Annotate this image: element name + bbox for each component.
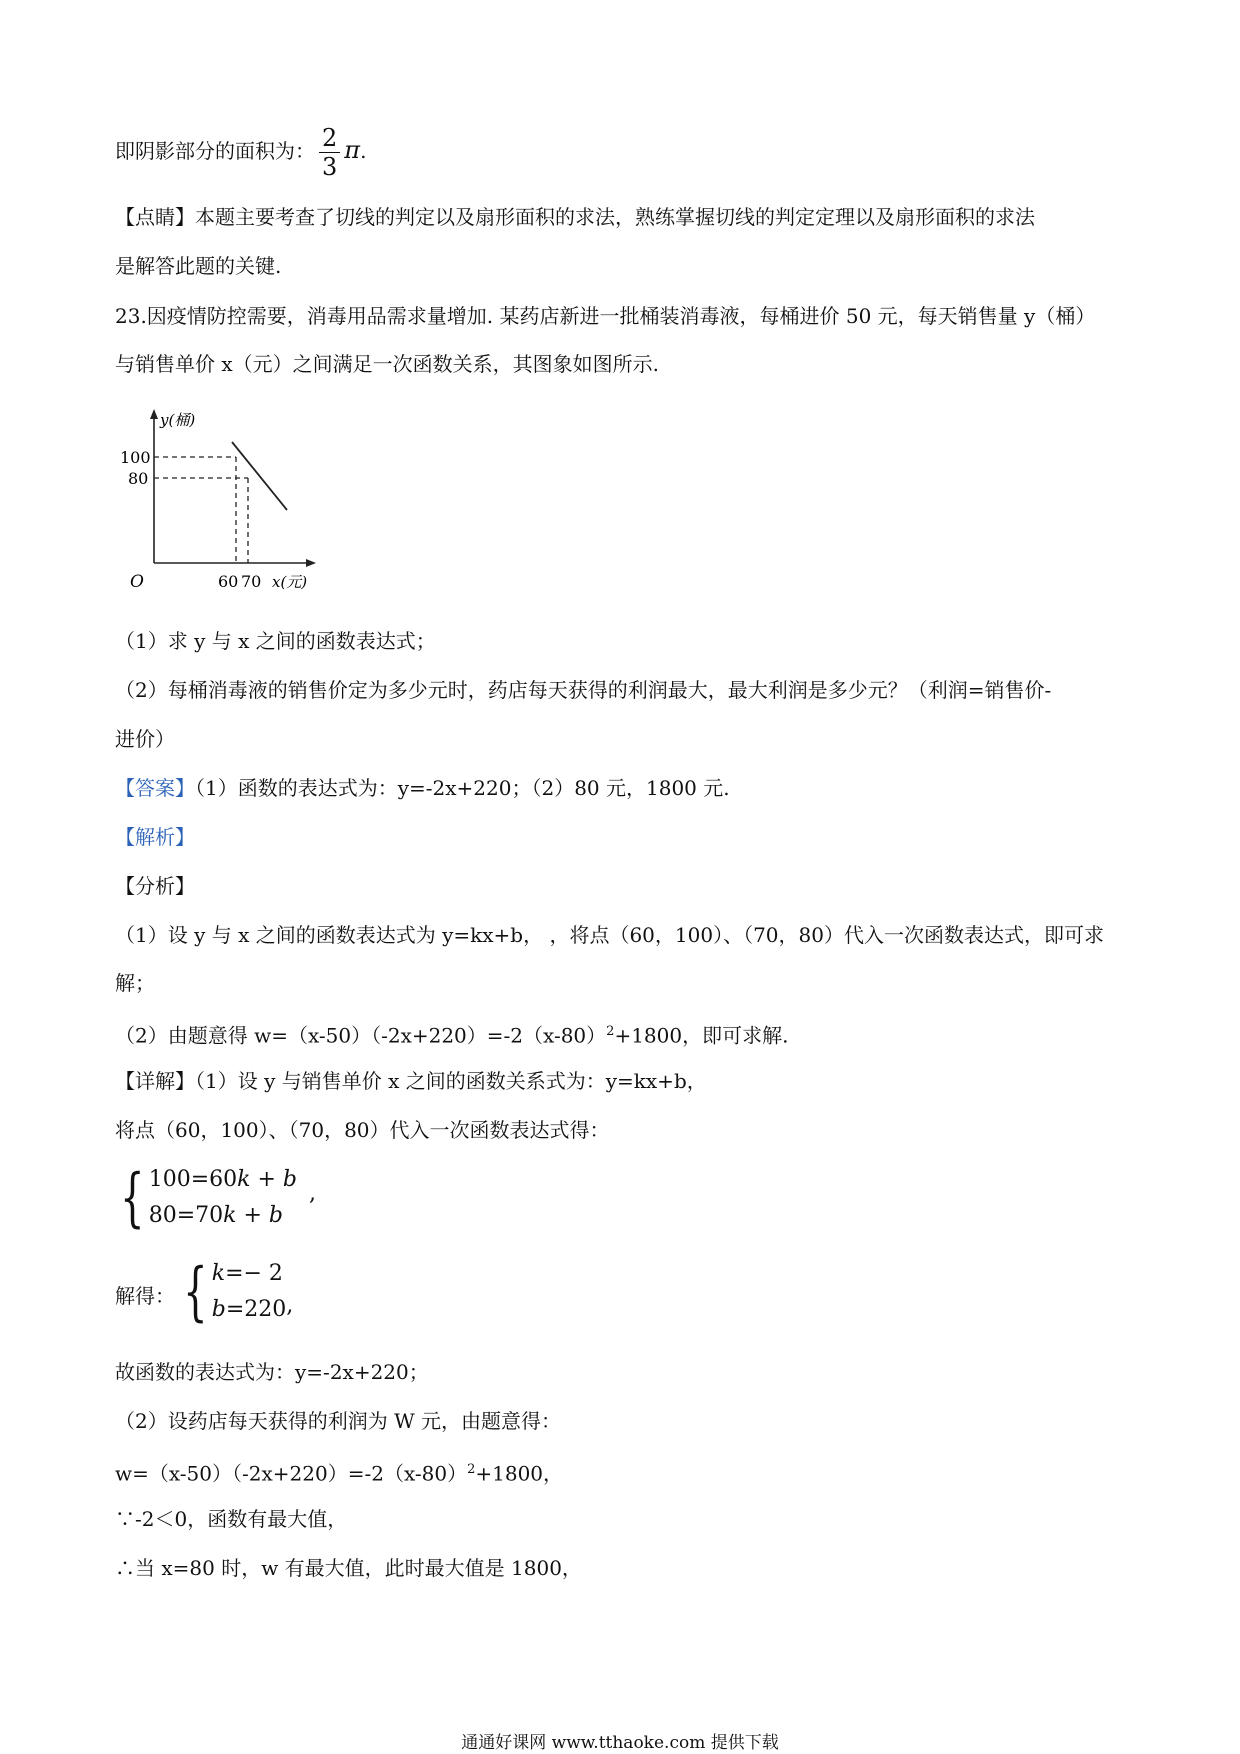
pi-symbol: π xyxy=(344,136,361,164)
answer-tag: 【答案】 xyxy=(115,776,195,800)
x-tick-60: 60 xyxy=(218,572,239,591)
detail-line-2: 将点（60，100）、（70，80）代入一次函数表达式得： xyxy=(115,1118,610,1142)
equation-system-2-lines xyxy=(212,1256,287,1328)
area-result-line xyxy=(115,124,366,181)
sol-b-var: b xyxy=(211,1297,226,1322)
fraction xyxy=(319,124,340,181)
eq1-b: b xyxy=(282,1167,297,1192)
function-graph xyxy=(110,405,360,595)
x-axis-label: x(元) xyxy=(272,573,308,591)
dianjing-line-1: 【点睛】本题主要考查了切线的判定以及扇形面积的求法，熟练掌握切线的判定定理以及扇形面积的求法 xyxy=(115,205,1035,229)
sub-question-2-line-2: 进价） xyxy=(115,727,175,751)
x-axis-arrow xyxy=(306,559,316,567)
sol-b-value: =220 xyxy=(225,1297,287,1322)
equation-system-1 xyxy=(112,1162,316,1234)
jiede-label: 解得： xyxy=(115,1284,175,1308)
eq2-lhs: 80=70 xyxy=(148,1203,224,1228)
eq2-k: k xyxy=(223,1203,237,1228)
area-result-prefix: 即阴影部分的面积为： xyxy=(115,139,315,163)
left-brace-2: { xyxy=(183,1255,208,1329)
eq1-k: k xyxy=(237,1167,251,1192)
page-footer: 通通好课网 www.tthaoke.com 提供下载 xyxy=(461,1733,779,1753)
conclusion-1: 故函数的表达式为：y=-2x+220； xyxy=(115,1360,429,1384)
y-axis-arrow xyxy=(150,409,158,419)
equation-system-2-comma: , xyxy=(286,1292,294,1318)
analysis-1-line-2: 解； xyxy=(115,971,155,995)
equation-system-2 xyxy=(175,1256,293,1328)
answer-line xyxy=(115,774,730,802)
equation-system-1-comma: , xyxy=(309,1180,316,1206)
question-23-line-1: 23.因疫情防控需要，消毒用品需求量增加. 某药店新进一批桶装消毒液，每桶进价 50 元，每天销售量 y（桶） xyxy=(115,304,1096,328)
equation-system-1-lines xyxy=(149,1162,297,1234)
equation-1 xyxy=(149,1162,297,1198)
profit-equation-part-b: +1800， xyxy=(475,1461,564,1486)
sub-question-1: （1）求 y 与 x 之间的函数表达式； xyxy=(115,629,436,653)
left-brace: { xyxy=(120,1161,145,1235)
solution-k xyxy=(212,1256,287,1292)
y-axis-label: y(桶) xyxy=(160,411,196,429)
analysis-2-part-b: +1800，即可求解. xyxy=(614,1023,789,1048)
sol-k-var: k xyxy=(211,1261,226,1286)
fraction-denominator: 3 xyxy=(322,153,338,181)
function-line xyxy=(232,442,287,510)
therefore-line: ∴当 x=80 时，w 有最大值，此时最大值是 1800， xyxy=(115,1556,582,1580)
dianjing-line-2: 是解答此题的关键. xyxy=(115,254,282,278)
y-tick-100: 100 xyxy=(120,448,151,467)
analysis-1-line-1: （1）设 y 与 x 之间的函数表达式为 y=kx+b， ，将点（60，100）、（70，80）代入一次函数表达式，即可求 xyxy=(115,923,1104,947)
period: . xyxy=(360,139,367,163)
because-line: ∵-2＜0，函数有最大值， xyxy=(115,1507,348,1531)
eq1-plus: + xyxy=(250,1167,283,1192)
answer-text: （1）函数的表达式为：y=-2x+220；（2）80 元，1800 元. xyxy=(195,776,730,800)
analysis-2-part-a: （2）由题意得 w=（x-50）（-2x+220）=-2（x-80） xyxy=(115,1023,607,1048)
origin-label: O xyxy=(130,572,144,592)
analysis-2-exponent: 2 xyxy=(606,1024,615,1039)
y-tick-80: 80 xyxy=(128,469,149,488)
detail-line-1: 【详解】（1）设 y 与销售单价 x 之间的函数关系式为：y=kx+b， xyxy=(115,1069,707,1093)
x-tick-70: 70 xyxy=(241,572,262,591)
eq2-plus: + xyxy=(236,1203,269,1228)
profit-equation xyxy=(115,1456,563,1488)
eq1-lhs: 100=60 xyxy=(148,1167,238,1192)
profit-equation-exponent: 2 xyxy=(467,1462,476,1477)
sol-k-value: =− 2 xyxy=(225,1261,283,1286)
equation-2 xyxy=(149,1198,297,1234)
solution-b xyxy=(212,1292,287,1328)
part-2-setup: （2）设药店每天获得的利润为 W 元，由题意得： xyxy=(115,1409,561,1433)
jiexi-tag: 【解析】 xyxy=(115,825,195,849)
question-23-line-2: 与销售单价 x（元）之间满足一次函数关系，其图象如图所示. xyxy=(115,352,659,376)
fraction-numerator: 2 xyxy=(319,124,340,153)
sub-question-2-line-1: （2）每桶消毒液的销售价定为多少元时，药店每天获得的利润最大，最大利润是多少元？（利润=销售价- xyxy=(115,678,1052,702)
profit-equation-part-a: w=（x-50）（-2x+220）=-2（x-80） xyxy=(115,1461,468,1486)
eq2-b: b xyxy=(268,1203,283,1228)
fenxi-tag: 【分析】 xyxy=(115,874,195,898)
analysis-2-line xyxy=(115,1018,788,1050)
